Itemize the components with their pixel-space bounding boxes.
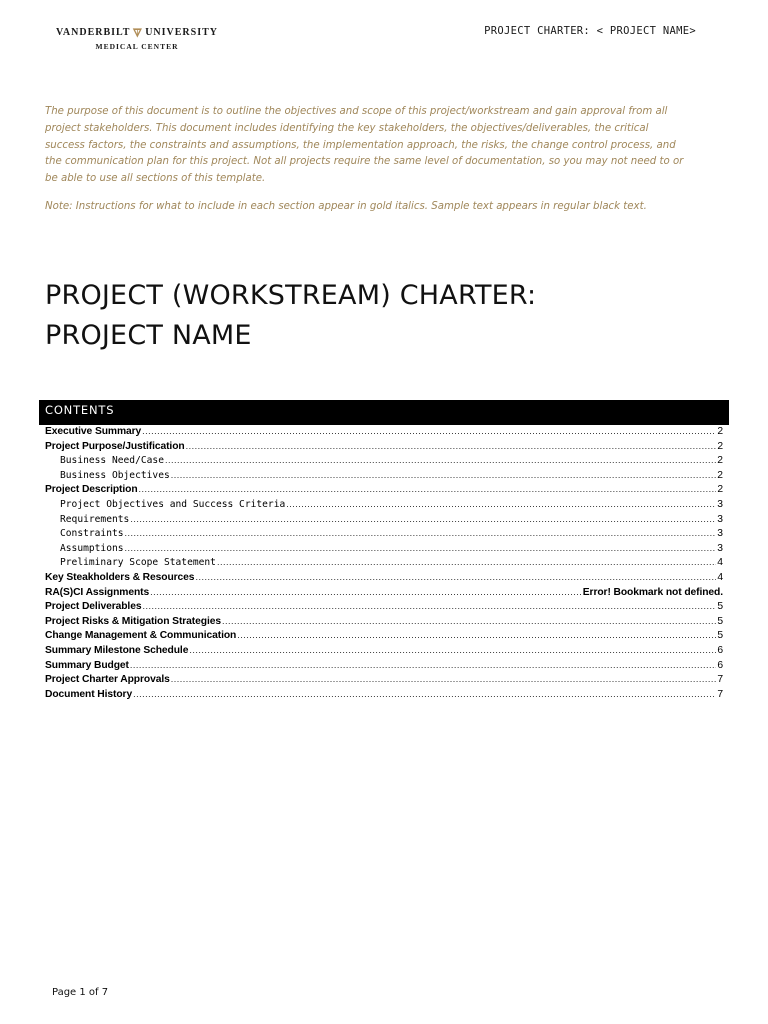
toc-dot-leader: [222, 616, 716, 626]
toc-entry-label: Project Risks & Mitigation Strategies: [45, 615, 221, 627]
toc-dot-leader: [133, 689, 716, 699]
toc-entry[interactable]: [45, 660, 723, 675]
toc-entry-label: Preliminary Scope Statement: [60, 557, 216, 569]
toc-dot-leader: [125, 528, 717, 538]
logo-word-right: UNIVERSITY: [145, 27, 218, 38]
logo-word-left: VANDERBILT: [56, 27, 131, 38]
toc-entry[interactable]: [45, 645, 723, 660]
toc-entry-page: 5: [717, 630, 723, 642]
toc-entry-label: Assumptions: [60, 542, 124, 554]
toc-dot-leader: [150, 587, 582, 597]
toc-entry[interactable]: [45, 674, 723, 689]
toc-entry-label: Project Objectives and Success Criteria: [60, 498, 286, 510]
toc-entry-label: Business Objectives: [60, 469, 170, 481]
toc-entry-page: 5: [717, 601, 723, 613]
toc-entry-label: Summary Budget: [45, 659, 129, 671]
toc-dot-leader: [165, 455, 716, 465]
toc-entry-label: Project Description: [45, 484, 138, 496]
toc-dot-leader: [186, 441, 717, 451]
toc-entry-label: Requirements: [60, 513, 130, 525]
toc-dot-leader: [142, 426, 716, 436]
document-title-line1: PROJECT (WORKSTREAM) CHARTER:: [45, 280, 537, 311]
oak-leaf-v-icon: [132, 26, 143, 40]
toc-entry-label: Constraints: [60, 528, 124, 540]
toc-entry[interactable]: [45, 499, 723, 514]
toc-entry[interactable]: [45, 557, 723, 572]
toc-entry-page: 3: [717, 498, 723, 510]
page-number: Page 1 of 7: [52, 987, 109, 998]
toc-dot-leader: [125, 543, 717, 553]
toc-entry[interactable]: [45, 616, 723, 631]
toc-dot-leader: [171, 674, 717, 684]
toc-entry-page: Error! Bookmark not defined.: [582, 586, 723, 598]
toc-entry[interactable]: [45, 689, 723, 704]
logo-subline: MEDICAL CENTER: [95, 42, 179, 51]
toc-entry[interactable]: [45, 587, 723, 602]
toc-entry-page: 3: [717, 528, 723, 540]
toc-entry-page: 2: [717, 484, 723, 496]
toc-entry-label: Change Management & Communication: [45, 630, 237, 642]
toc-entry-label: Business Need/Case: [60, 455, 164, 467]
toc-entry[interactable]: [45, 514, 723, 529]
toc-entry-page: 6: [717, 659, 723, 671]
toc-dot-leader: [217, 557, 716, 567]
toc-entry-page: 5: [717, 615, 723, 627]
toc-dot-leader: [189, 645, 716, 655]
toc-entry[interactable]: [45, 630, 723, 645]
toc-entry-label: Summary Milestone Schedule: [45, 644, 189, 656]
toc-dot-leader: [139, 484, 717, 494]
toc-dot-leader: [195, 572, 716, 582]
toc-entry-label: RA(S)CI Assignments: [45, 586, 150, 598]
toc-entry-label: Executive Summary: [45, 426, 142, 437]
toc-entry[interactable]: [45, 484, 723, 499]
toc-entry-page: 7: [717, 688, 723, 700]
toc-entry[interactable]: [45, 601, 723, 616]
toc-entry-label: Key Steakholders & Resources: [45, 571, 195, 583]
toc-entry-page: 6: [717, 644, 723, 656]
toc-entry-label: Project Purpose/Justification: [45, 440, 185, 452]
toc-entry-page: 3: [717, 513, 723, 525]
document-title: [45, 276, 536, 356]
toc-entry-label: Document History: [45, 688, 133, 700]
running-header-title: PROJECT CHARTER: < PROJECT NAME>: [484, 25, 696, 37]
toc-entry-page: 2: [717, 469, 723, 481]
toc-dot-leader: [142, 601, 716, 611]
toc-entry-page: 2: [717, 455, 723, 467]
toc-entry-page: 2: [717, 426, 723, 437]
purpose-instructions: The purpose of this document is to outline the objectives and scope of this project/workstream and gain approval from all project stakeholders. This document includes identifying the key stakeholders, the objectives/deliverables, the critical success factors, the constraints and assumptions, the implementation approach, the risks, the change control process, and the communication plan for this project. Not all projects require the same level of documentation, so you may not need to or be able to use all sections of this template.: [45, 106, 684, 185]
toc-dot-leader: [237, 630, 716, 640]
toc-entry[interactable]: [45, 426, 723, 441]
toc-entry-label: Project Charter Approvals: [45, 674, 170, 686]
toc-entry[interactable]: [45, 455, 723, 470]
toc-entry-page: 3: [717, 542, 723, 554]
vanderbilt-logo: [56, 26, 218, 51]
document-title-line2: PROJECT NAME: [45, 320, 252, 351]
formatting-note: Note: Instructions for what to include in each section appear in gold italics. Sample text appears in regular black text.: [45, 201, 647, 212]
toc-entry[interactable]: [45, 528, 723, 543]
toc-dot-leader: [130, 660, 717, 670]
toc-entry[interactable]: [45, 470, 723, 485]
toc-entry-page: 2: [717, 440, 723, 452]
table-of-contents: [45, 426, 723, 703]
toc-entry-page: 4: [717, 571, 723, 583]
toc-entry[interactable]: [45, 441, 723, 456]
toc-dot-leader: [286, 499, 716, 509]
contents-heading: CONTENTS: [39, 400, 729, 425]
toc-dot-leader: [130, 514, 716, 524]
toc-entry-page: 4: [717, 557, 723, 569]
toc-entry[interactable]: [45, 572, 723, 587]
toc-entry-page: 7: [717, 674, 723, 686]
toc-entry-label: Project Deliverables: [45, 601, 142, 613]
toc-entry[interactable]: [45, 543, 723, 558]
toc-dot-leader: [171, 470, 717, 480]
